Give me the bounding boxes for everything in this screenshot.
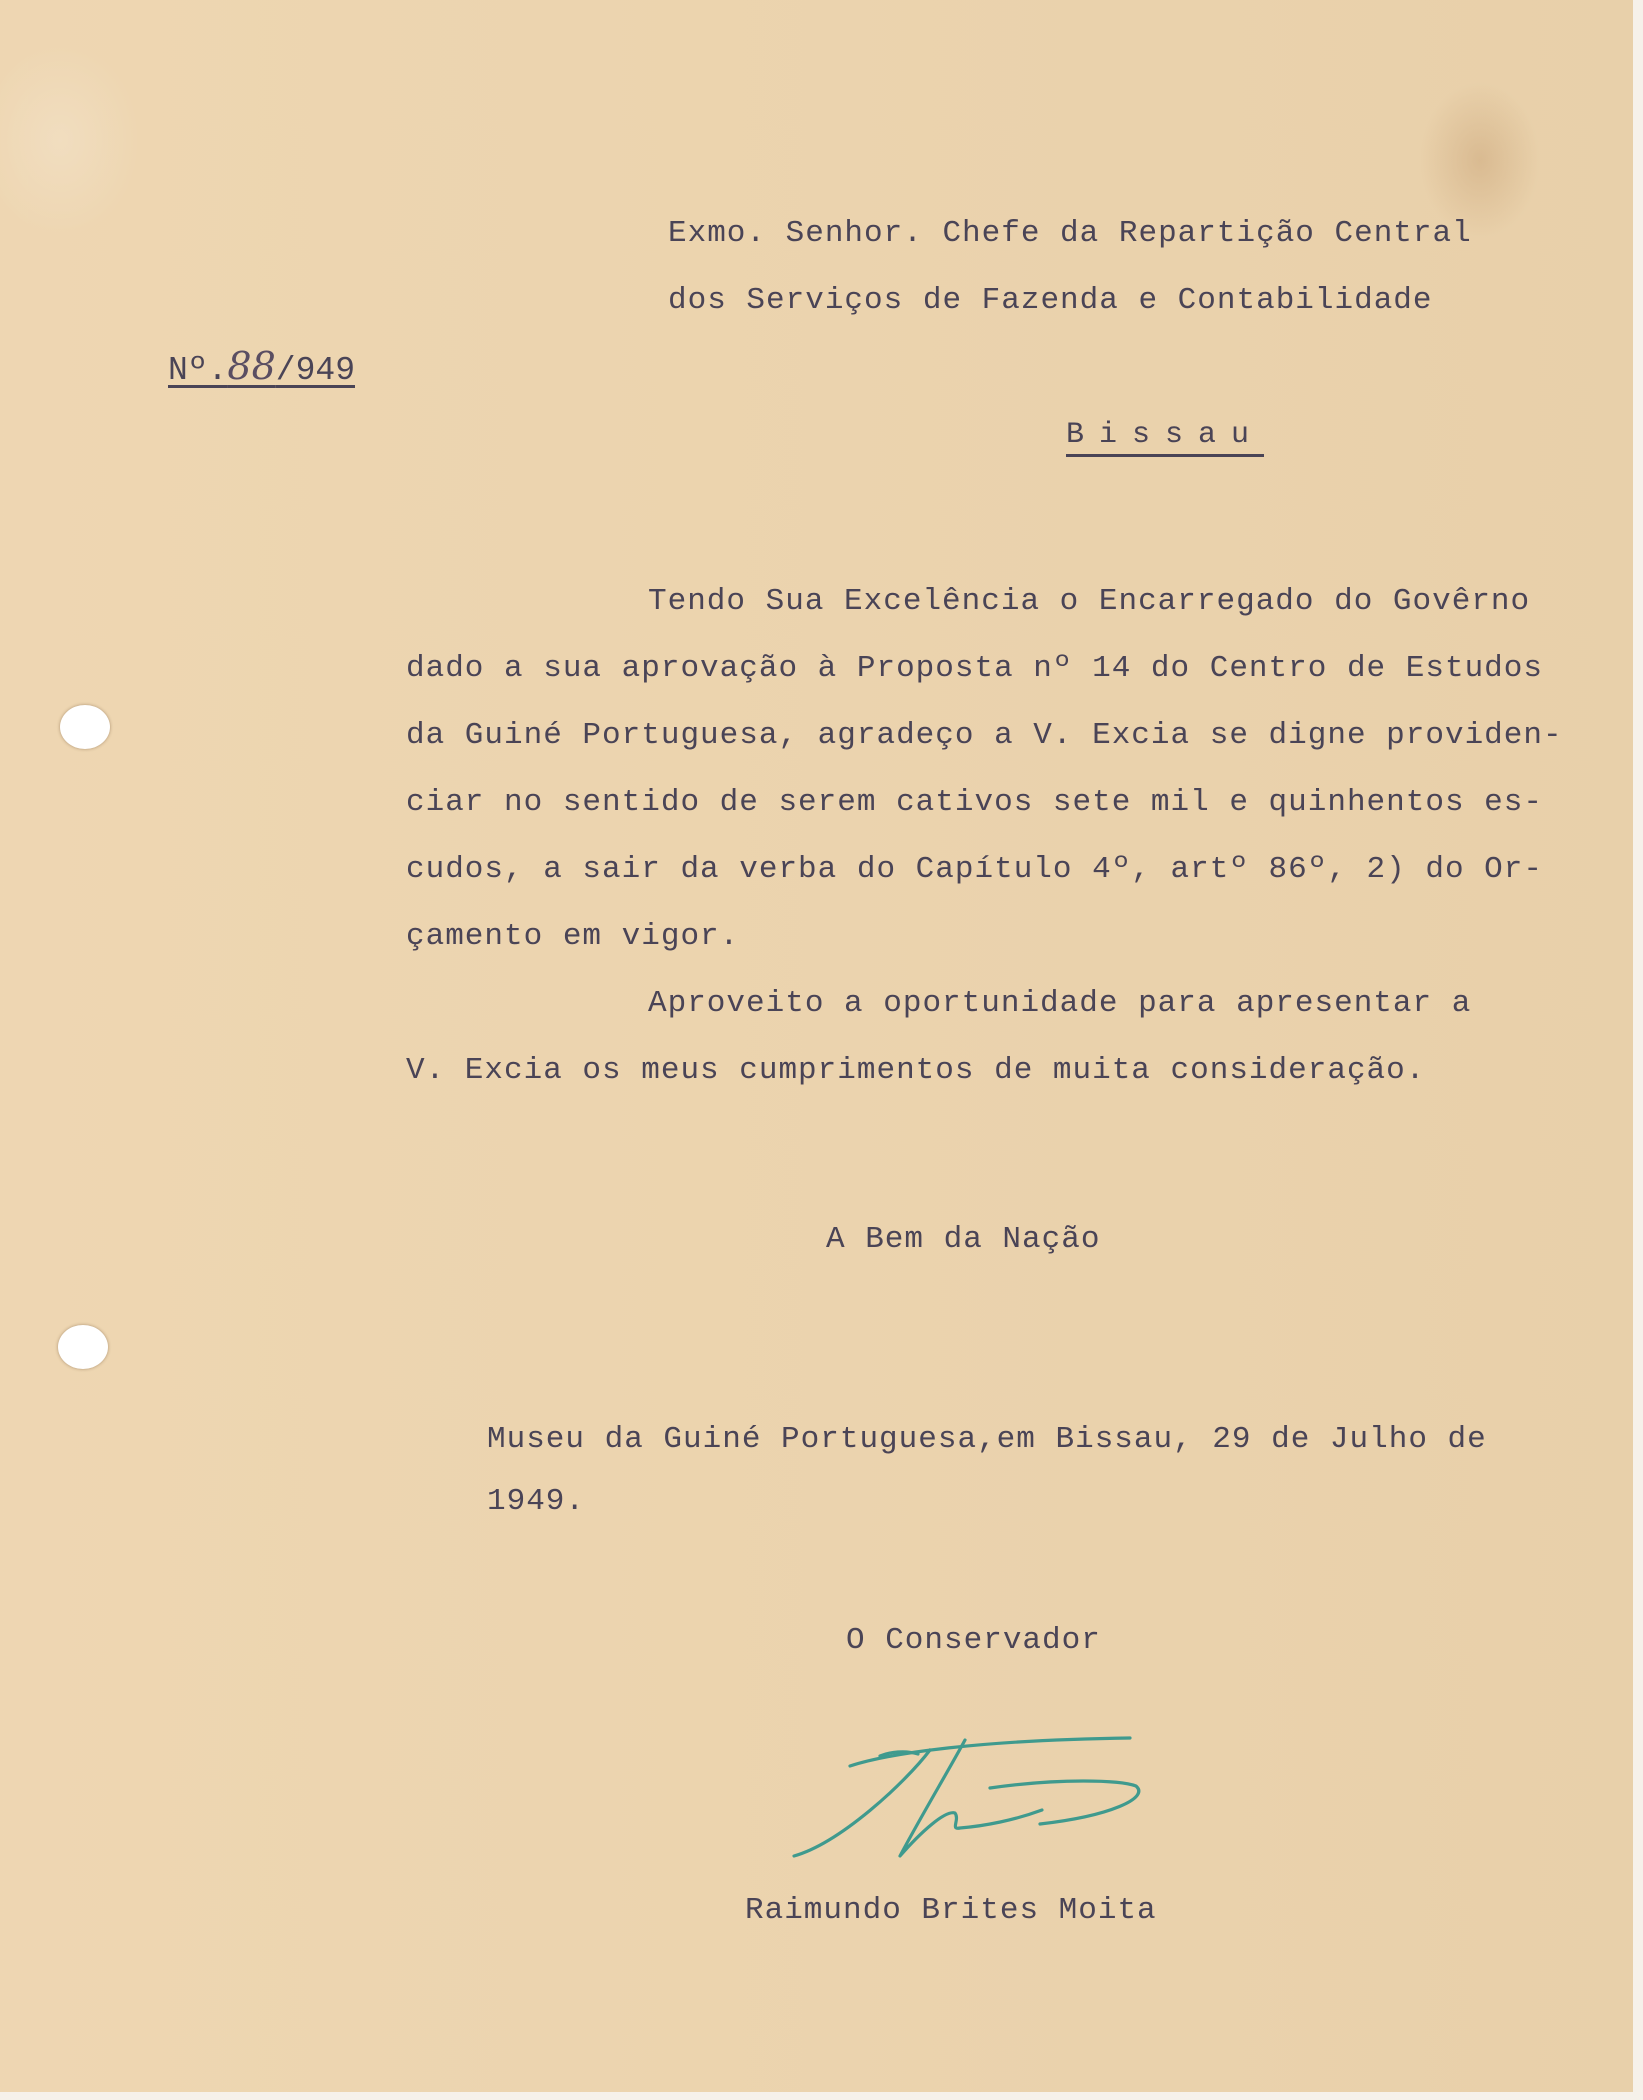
- body-line-1: Tendo Sua Excelência o Encarregado do Govêrno: [648, 584, 1531, 619]
- addressee-city: Bissau: [1066, 418, 1264, 457]
- signatory-name: Raimundo Brites Moita: [745, 1893, 1157, 1928]
- reference-year: /949: [275, 352, 355, 389]
- closing-salutation: A Bem da Nação: [826, 1222, 1101, 1257]
- handwritten-signature: [780, 1728, 1150, 1878]
- body-line-8: V. Excia os meus cumprimentos de muita consideração.: [406, 1053, 1426, 1088]
- body-line-7: Aproveito a oportunidade para apresentar a: [648, 986, 1472, 1021]
- body-line-2: dado a sua aprovação à Proposta nº 14 do Centro de Estudos: [406, 651, 1543, 686]
- page-edge-right: [1633, 0, 1643, 2100]
- body-line-4: ciar no sentido de serem cativos sete mil e quinhentos es-: [406, 785, 1543, 820]
- reference-number: [168, 344, 355, 389]
- page-edge-bottom: [0, 2092, 1643, 2100]
- punch-hole-top: [60, 705, 110, 749]
- reference-handwritten-number: 88: [227, 344, 276, 388]
- signature-stroke-4: [900, 1740, 1042, 1856]
- body-line-5: cudos, a sair da verba do Capítulo 4º, artº 86º, 2) do Or-: [406, 852, 1543, 887]
- signature-stroke-5: [990, 1781, 1139, 1824]
- body-line-6: çamento em vigor.: [406, 919, 740, 954]
- body-line-3: da Guiné Portuguesa, agradeço a V. Excia se digne providen-: [406, 718, 1563, 753]
- addressee-line-1: Exmo. Senhor. Chefe da Repartição Central: [668, 216, 1472, 251]
- reference-prefix: Nº.: [168, 352, 228, 389]
- signatory-title: O Conservador: [846, 1623, 1101, 1658]
- place-date-line-2: 1949.: [487, 1484, 586, 1519]
- place-date-line-1: Museu da Guiné Portuguesa,em Bissau, 29 de Julho de: [487, 1422, 1487, 1457]
- punch-hole-bottom: [58, 1325, 108, 1369]
- addressee-line-2: dos Serviços de Fazenda e Contabilidade: [668, 283, 1433, 318]
